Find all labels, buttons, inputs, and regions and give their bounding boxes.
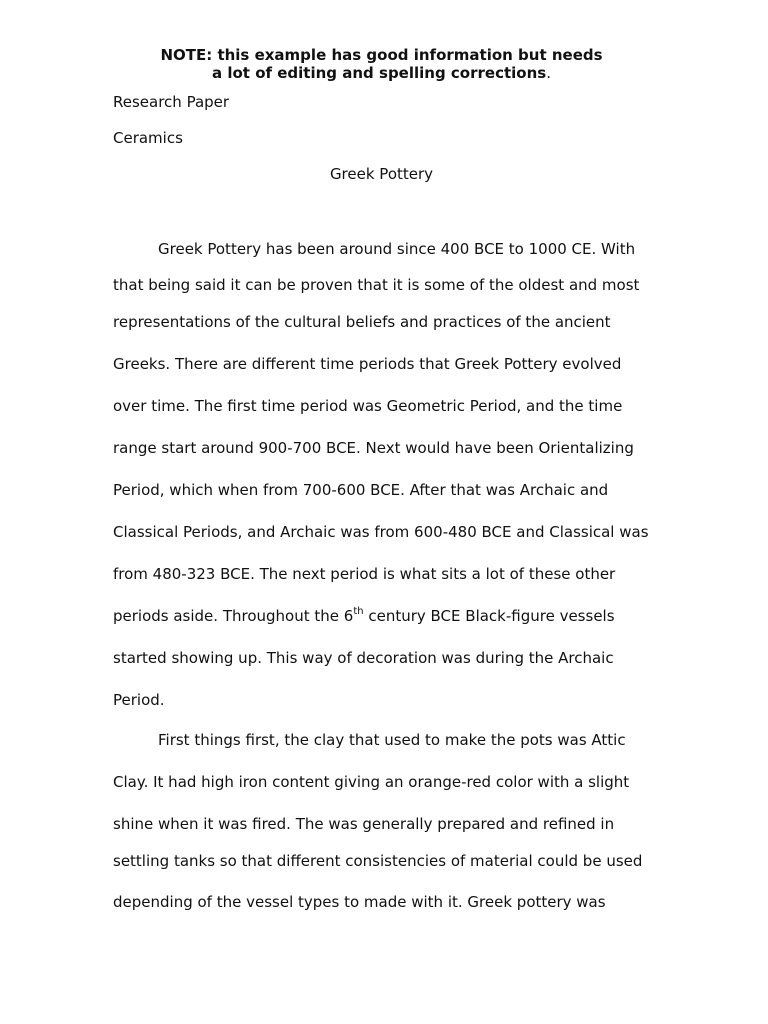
editor-note-line-2: a lot of editing and spelling corrections. [212,64,551,82]
body-line: from 480-323 BCE. The next period is what sits a lot of these other [113,565,616,583]
body-line: over time. The first time period was Geometric Period, and the time [113,397,623,415]
body-line: Clay. It had high iron content giving an orange-red color with a slight [113,773,630,791]
body-line: representations of the cultural beliefs and practices of the ancient [113,313,611,331]
body-line: range start around 900-700 BCE. Next would have been Orientalizing [113,439,634,457]
ordinal-superscript: th [353,606,364,617]
body-line: that being said it can be proven that it is some of the oldest and most [113,276,640,294]
body-line: shine when it was fired. The was generally prepared and refined in [113,815,615,833]
paper-title: Greek Pottery [329,165,434,183]
body-line: started showing up. This way of decoration was during the Archaic [113,649,614,667]
body-line: periods aside. Throughout the 6th century BCE Black-figure vessels [113,606,615,625]
body-line: Classical Periods, and Archaic was from 600-480 BCE and Classical was [113,523,649,541]
body-line: Period, which when from 700-600 BCE. After that was Archaic and [113,481,609,499]
body-line: Period. [113,691,165,709]
editor-note-line-1: NOTE: this example has good information but needs [160,46,603,64]
editor-note [113,46,650,82]
body-line: First things first, the clay that used to make the pots was Attic [158,731,626,749]
body-line: settling tanks so that different consistencies of material could be used [113,852,643,870]
body-line: Greek Pottery has been around since 400 BCE to 1000 CE. With [158,240,636,258]
body-line: Greeks. There are different time periods that Greek Pottery evolved [113,355,622,373]
body-line: depending of the vessel types to made with it. Greek pottery was [113,893,606,911]
header-label-subject: Ceramics [113,129,183,147]
header-label-research-paper: Research Paper [113,93,230,111]
